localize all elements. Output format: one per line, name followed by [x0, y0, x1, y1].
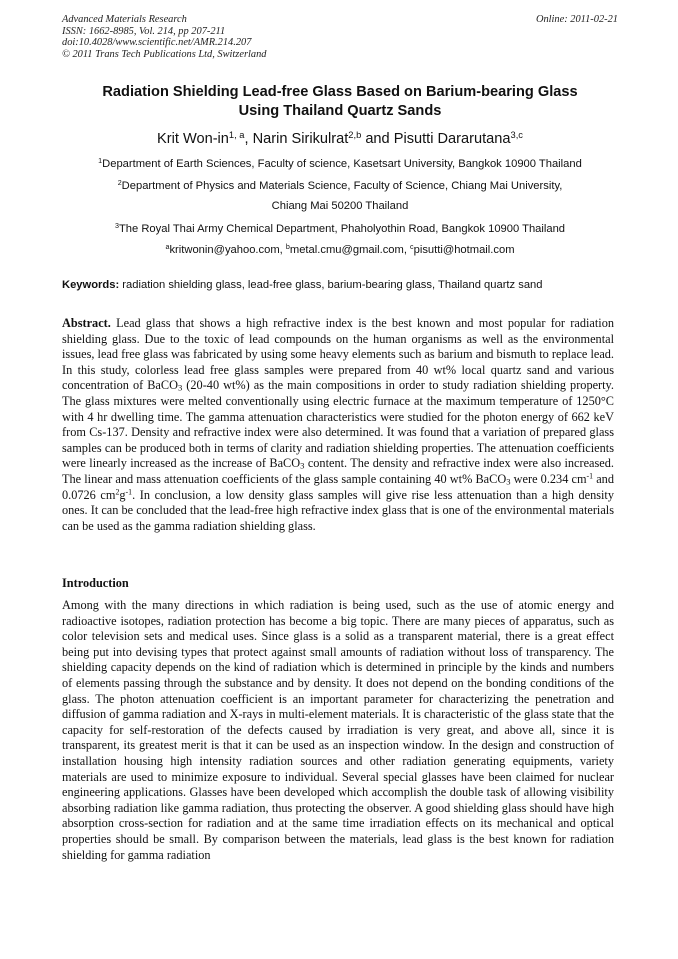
- affiliation-3: [62, 219, 618, 239]
- author-2-affil: 2,b: [348, 129, 362, 140]
- email-a-marker: a: [165, 243, 170, 252]
- email-b: metal.cmu@gmail.com,: [289, 244, 411, 256]
- online-date: Online: 2011-02-21: [535, 14, 618, 25]
- journal-doi: doi:10.4028/www.scientific.net/AMR.214.207: [62, 37, 252, 49]
- affiliation-3-text: The Royal Thai Army Chemical Department, Phaholyothin Road, Bangkok 10900 Thailand: [118, 223, 566, 235]
- author-2: , Narin Sirikulrat: [244, 131, 349, 147]
- journal-name: Advanced Materials Research: [62, 14, 187, 25]
- author-3: and Pisutti Dararutana: [361, 131, 511, 147]
- affiliation-2-text: Department of Physics and Materials Science, Faculty of Science, Chiang Mai University,: [121, 180, 563, 192]
- email-b-marker: b: [285, 243, 290, 252]
- affiliation-1-marker: 1: [98, 157, 103, 166]
- affiliation-2: [62, 176, 618, 216]
- email-list: [62, 240, 618, 260]
- author-1-affil: 1, a: [228, 129, 245, 140]
- email-c-marker: c: [410, 243, 414, 252]
- introduction-text: Among with the many directions in which radiation is being used, such as the use of atomic energy and radioactive isotopes, radiation protection has become a big topic. There are many pieces of apparatus, such as color television sets and medical uses. Since glass is a solid as a transparent material, there is a great effect being put into devising types that protect against small amounts of radiation without loss of transparency. The shielding capacity depends on the kind of radiation which is determined in principle by the kinds and numbers of elements passing through the substance and by density. It does not depend on the bonding conditions of the glass. The photon attenuation coefficient is an important parameter for characterizing the penetration and diffusion of gamma radiation and X-rays in multi-element materials. It is characteristic of the glass state that the capacity for self-restoration of the defects caused by irradiation is very great, and above all, since it is transparent, its greatest merit is that it can be used as an inspection window. In the design and construction of installation housing high intensity radiation sources and other radiation generating equipments, variety materials are used to minimize exposure to individual. Several special glasses have been claimed for nuclear engineering applications. Glasses have been developed which accomplish the double task of allowing visibility absorbing radiation like gamma radiation, thus protecting the observer. A good shielding glass should have high absorption cross-section for radiation and at the same time irradiation effects on its mechanical and optical properties should be small. By comparison between the materials, lead glass is the best known for radiation shielding for gamma radiation: [62, 598, 614, 862]
- abstract-text-7: . In conclusion, a low density glass samples will give rise less attenuation than a high density ones. It can be concluded that the lead-free high refractive index glass that is one of the environmental materials can be used as the gamma radiation shielding glass.: [62, 487, 614, 533]
- abstract: [62, 316, 614, 534]
- abstract-sub-3: 3: [506, 476, 511, 487]
- affiliation-3-marker: 3: [114, 222, 119, 231]
- introduction-heading: Introduction: [62, 576, 129, 590]
- keywords: [62, 276, 618, 294]
- paper-title: [62, 83, 618, 121]
- journal-issn: ISSN: 1662-8985, Vol. 214, pp 207-211: [62, 25, 226, 37]
- affiliation-1-text: Department of Earth Sciences, Faculty of science, Kasetsart University, Bangkok 10900 Thailand: [102, 158, 582, 170]
- abstract-text-4: were 0.234 cm: [510, 471, 587, 486]
- email-c: pisutti@hotmail.com: [413, 244, 515, 256]
- affiliation-2-text-line-2: Chiang Mai 50200 Thailand: [271, 200, 409, 212]
- affiliation-2-marker: 2: [117, 179, 122, 188]
- keywords-label: Keywords:: [62, 279, 120, 291]
- abstract-label: Abstract.: [62, 316, 111, 330]
- author-1: Krit Won-in: [157, 131, 229, 147]
- author-3-affil: 3,c: [510, 129, 523, 140]
- journal-copyright: © 2011 Trans Tech Publications Ltd, Switzerland: [62, 48, 267, 60]
- abstract-text-3: content. The density and refractive index were also increased. The linear and mass attenuation coefficients of the glass sample containing 40 wt% BaCO: [62, 456, 614, 486]
- email-a: kritwonin@yahoo.com,: [169, 244, 286, 256]
- abstract-sub-1: 3: [177, 383, 183, 394]
- abstract-sup-3: -1: [125, 487, 133, 497]
- abstract-text-5: and 0.0726 cm: [62, 471, 614, 502]
- abstract-text-2: (20-40 wt%) as the main compositions in order to study radiation shielding property. The glass mixtures were melted conventionally using electric furnace at the maximum temperature of 1250°C with 4 hr dwelling time. The gamma attenuation characteristics were studied for the photon energy of 662 keV from Cs-137. Density and refractive index were also determined. It was found that a variation of prepared glass samples can be produced both in terms of clarity and radiation shielding properties. The attenuation coefficients were linearly increased as the increase of BaCO: [62, 378, 614, 471]
- abstract-sup-1: -1: [586, 471, 594, 481]
- title-line-1: Radiation Shielding Lead-free Glass Based on Barium-bearing Glass: [102, 84, 578, 100]
- journal-header: [62, 14, 618, 60]
- title-line-2: Using Thailand Quartz Sands: [238, 103, 442, 119]
- author-list: [62, 129, 618, 149]
- abstract-sub-2: 3: [300, 461, 305, 472]
- abstract-text-6: g: [119, 487, 126, 502]
- affiliation-1: [62, 154, 618, 174]
- abstract-sup-2: 2: [115, 487, 120, 497]
- abstract-text-1: Lead glass that shows a high refractive index is the best known and most popular for radiation shielding glass. Due to the toxic of lead compounds on the human organisms as well as the environmental issues, lead free glass was fabricated by using some heavy elements such as barium and bismuth to replace lead. In this study, colorless lead free glass samples were prepared from 40 wt% local quartz sand and various concentration of BaCO: [62, 316, 614, 393]
- keywords-text: radiation shielding glass, lead-free glass, barium-bearing glass, Thailand quartz sand: [119, 279, 543, 291]
